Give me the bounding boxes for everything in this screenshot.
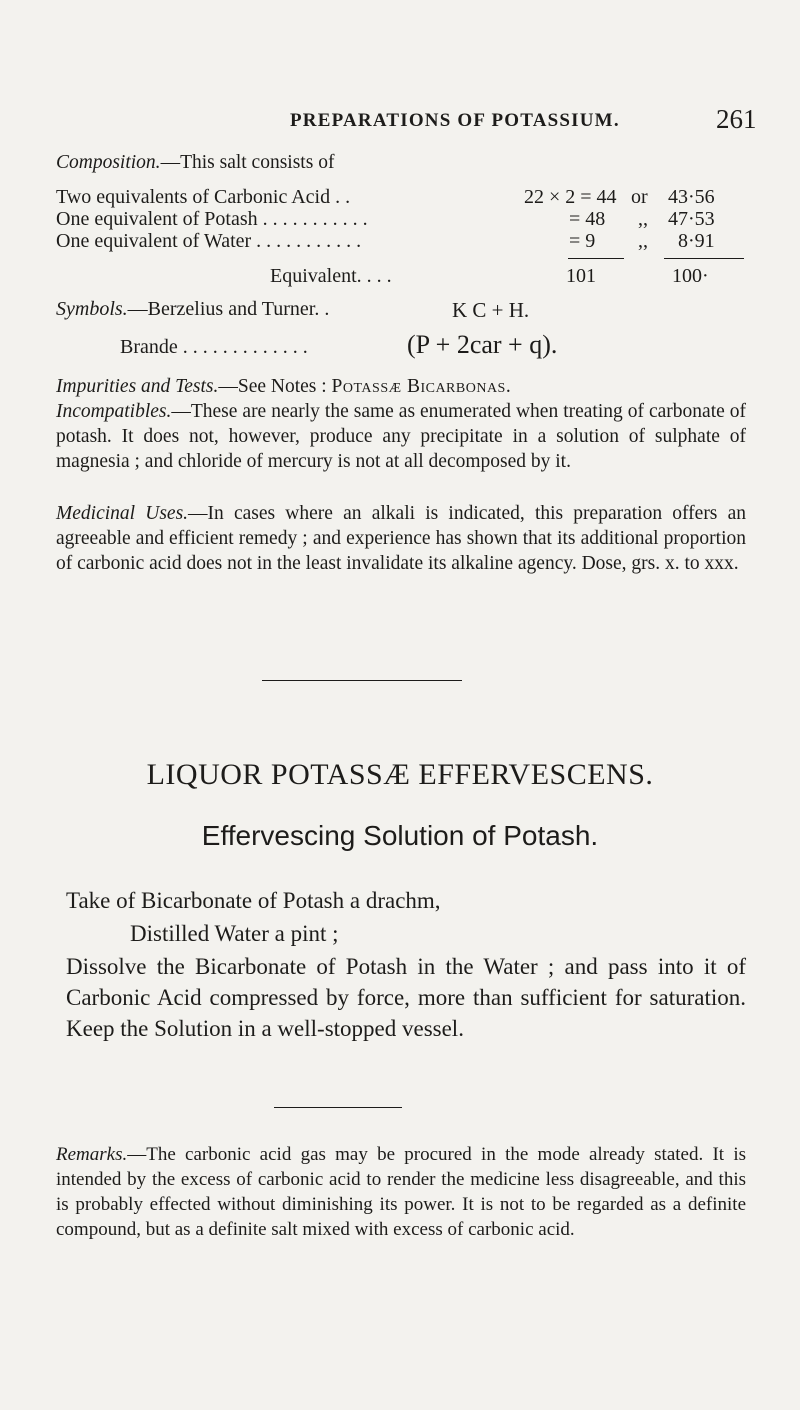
medicinal-text: —In cases where an alkali is indicated, this preparation offers an agreeable and efficient remedy ; and experience has shown that its additional proportion of carbonic acid does not in the least invalidate its alkaline agency. Dose, grs. x. to xxx. — [56, 503, 746, 574]
row-or: ,, — [638, 208, 648, 230]
symbols-label: Symbols. — [56, 298, 128, 320]
recipe-line-1: Take of Bicarbonate of Potash a drachm, — [66, 888, 441, 913]
equivalent-percent: 100· — [672, 265, 709, 287]
impurities-ref: Potassæ Bicarbonas. — [331, 376, 512, 397]
incompatibles-para — [56, 399, 746, 474]
brande-label: Brande . . . . . . . . . . . . . — [120, 336, 308, 358]
sum-rule — [568, 258, 624, 259]
recipe-line-2: Distilled Water a pint ; — [130, 921, 339, 946]
row-name: One equivalent of Potash . . . . . . . . . . . — [56, 208, 368, 230]
incompatibles-text: —These are nearly the same as enumerated when treating of carbonate of potash. It does not, however, produce any precipitate in a solution of sulphate of magnesia ; and chloride of mercury is not at all decomposed by it. — [56, 401, 746, 472]
section-divider — [262, 680, 462, 681]
row-or: ,, — [638, 230, 648, 252]
section-title: LIQUOR POTASSÆ EFFERVESCENS. — [146, 758, 654, 791]
incompatibles-label: Incompatibles. — [56, 401, 172, 422]
impurities-para — [56, 374, 746, 399]
row-name: One equivalent of Water . . . . . . . . . . . — [56, 230, 362, 252]
row-calc: = 9 — [569, 230, 596, 252]
medicinal-para — [56, 501, 746, 576]
impurities-label: Impurities and Tests. — [56, 376, 219, 397]
equivalent-label: Equivalent. . . . — [270, 265, 392, 287]
running-title: PREPARATIONS OF POTASSIUM. — [290, 110, 620, 131]
remarks-label: Remarks. — [56, 1144, 128, 1165]
equivalent-total: 101 — [566, 265, 596, 287]
row-calc: = 48 — [569, 208, 606, 230]
medicinal-label: Medicinal Uses. — [56, 503, 189, 524]
page-number: 261 — [716, 104, 757, 134]
symbols-line — [56, 298, 329, 321]
impurities-text: —See Notes : — [218, 376, 327, 397]
composition-intro — [56, 150, 746, 175]
section-subtitle: Effervescing Solution of Potash. — [201, 820, 599, 851]
recipe-body: Dissolve the Bicarbonate of Potash in the Water ; and pass into it of Carbonic Acid compressed by force, more than sufficient for saturation. Keep the Solution in a well-stopped vessel. — [66, 954, 746, 1041]
composition-text: —This salt consists of — [160, 152, 335, 173]
row-percent: 47·53 — [668, 208, 715, 230]
composition-label: Composition. — [56, 152, 161, 173]
row-name: Two equivalents of Carbonic Acid . . — [56, 186, 351, 208]
row-percent: 43·56 — [668, 186, 715, 208]
row-calc: 22 × 2 = 44 — [524, 186, 617, 208]
remarks-text: —The carbonic acid gas may be procured in the mode already stated. It is intended by the excess of carbonic acid to render the medicine less disagreeable, and this is probably effected without diminishing its power. It is not to be regarded as a definite compound, but as a definite salt mixed with excess of carbonic acid. — [56, 1144, 746, 1240]
symbols-berzelius-text: —Berzelius and Turner. . — [127, 298, 330, 320]
row-or: or — [631, 186, 648, 208]
brande-formula: (P + 2car + q). — [407, 330, 558, 359]
running-head — [0, 104, 800, 138]
berzelius-formula: K C + H. — [452, 298, 530, 322]
remarks-para — [56, 1142, 746, 1242]
remarks-divider — [274, 1107, 402, 1108]
sum-rule — [664, 258, 744, 259]
row-percent: 8·91 — [678, 230, 715, 252]
